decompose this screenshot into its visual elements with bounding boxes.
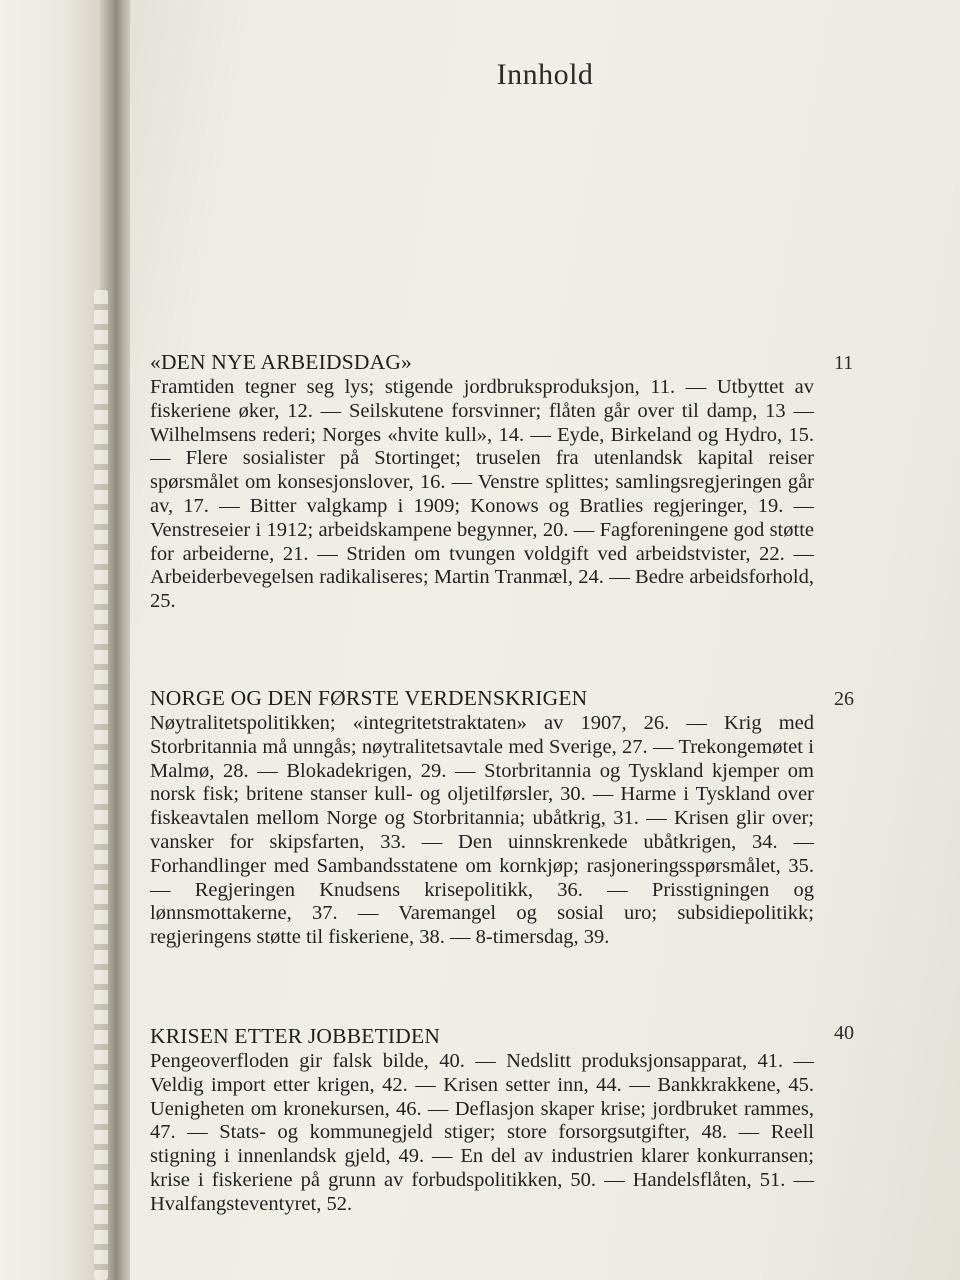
section-page-number: 26 bbox=[834, 688, 854, 710]
section-summary: Nøytralitetspolitikken; «integritetstraktaten» av 1907, 26. — Krig med Storbritannia må unngås; nøytralitetsavtale med Sverige, 27. — Trekongemøtet i Malmø, 28. — Blokadekrigen, 29. — Storbritannia og Tyskland kjemper om norsk fisk; britene stanser kull- og oljetilførsler, 30. — Harme i Tyskland over fiskeavtalen mellom Norge og Storbritannia; ubåtkrig, 31. — Krisen glir over; vansker for skipsfarten, 33. — Den uinnskrenkede ubåtkrigen, 34. — Forhandlinger med Sambandsstatene om kornkjøp; rasjoneringsspørsmålet, 35. — Regjeringen Knudsens krisepolitikk, 36. — Prisstigningen og lønnsmottakerne, 37. — Varemangel og sosial uro; subsidiepolitikk; regjeringens støtte til fiskeriene, 38. — 8-timersdag, 39. bbox=[150, 712, 814, 949]
toc-section bbox=[150, 350, 814, 614]
section-heading: «DEN NYE ARBEIDSDAG» bbox=[150, 350, 412, 374]
book-page bbox=[130, 0, 960, 1280]
page-title: Innhold bbox=[496, 58, 594, 91]
section-page-number: 40 bbox=[834, 1022, 854, 1044]
section-summary: Pengeoverfloden gir falsk bilde, 40. — Nedslitt produksjonsapparat, 41. — Veldig import etter krigen, 42. — Krisen setter inn, 44. — Bankkrakkene, 45. Uenigheten om kronekursen, 46. — Deflasjon skaper krise; jordbruket rammes, 47. — Stats- og kommunegjeld stiger; store forsorgsutgifter, 48. — Reell stigning i innenlandsk gjeld, 49. — En del av industrien klarer konkurransen; krise i fiskeriene på grunn av forbudspolitikken, 50. — Handelsflåten, 51. — Hvalfangsteventyret, 52. bbox=[150, 1050, 814, 1215]
section-heading: NORGE OG DEN FØRSTE VERDENSKRIGEN bbox=[150, 686, 588, 710]
section-summary: Framtiden tegner seg lys; stigende jordbruksproduksjon, 11. — Utbyttet av fiskeriene øker, 12. — Seilskutene forsvinner; flåten går over til damp, 13 — Wilhelmsens rederi; Norges «hvite kull», 14. — Eyde, Birkeland og Hydro, 15. — Flere sosialister på Stortinget; truselen fra utenlandsk kapital reiser spørsmålet om konsesjonslover, 16. — Venstre splittes; samlingsregjeringen går av, 17. — Bitter valgkamp i 1909; Konows og Bratlies regjeringer, 19. — Venstreseier i 1912; arbeidskampene begynner, 20. — Fagforeningene god støtte for arbeiderne, 21. — Striden om tvungen voldgift ved arbeidstvister, 22. — Arbeiderbevegelsen radikaliseres; Martin Tranmæl, 24. — Bedre arbeidsforhold, 25. bbox=[150, 376, 814, 613]
binding-stitches bbox=[94, 290, 108, 1280]
toc-section bbox=[150, 686, 814, 950]
toc-section bbox=[150, 1024, 814, 1217]
table-of-contents bbox=[130, 0, 960, 1280]
section-page-number: 11 bbox=[834, 352, 854, 374]
section-heading: KRISEN ETTER JOBBETIDEN bbox=[150, 1024, 441, 1048]
